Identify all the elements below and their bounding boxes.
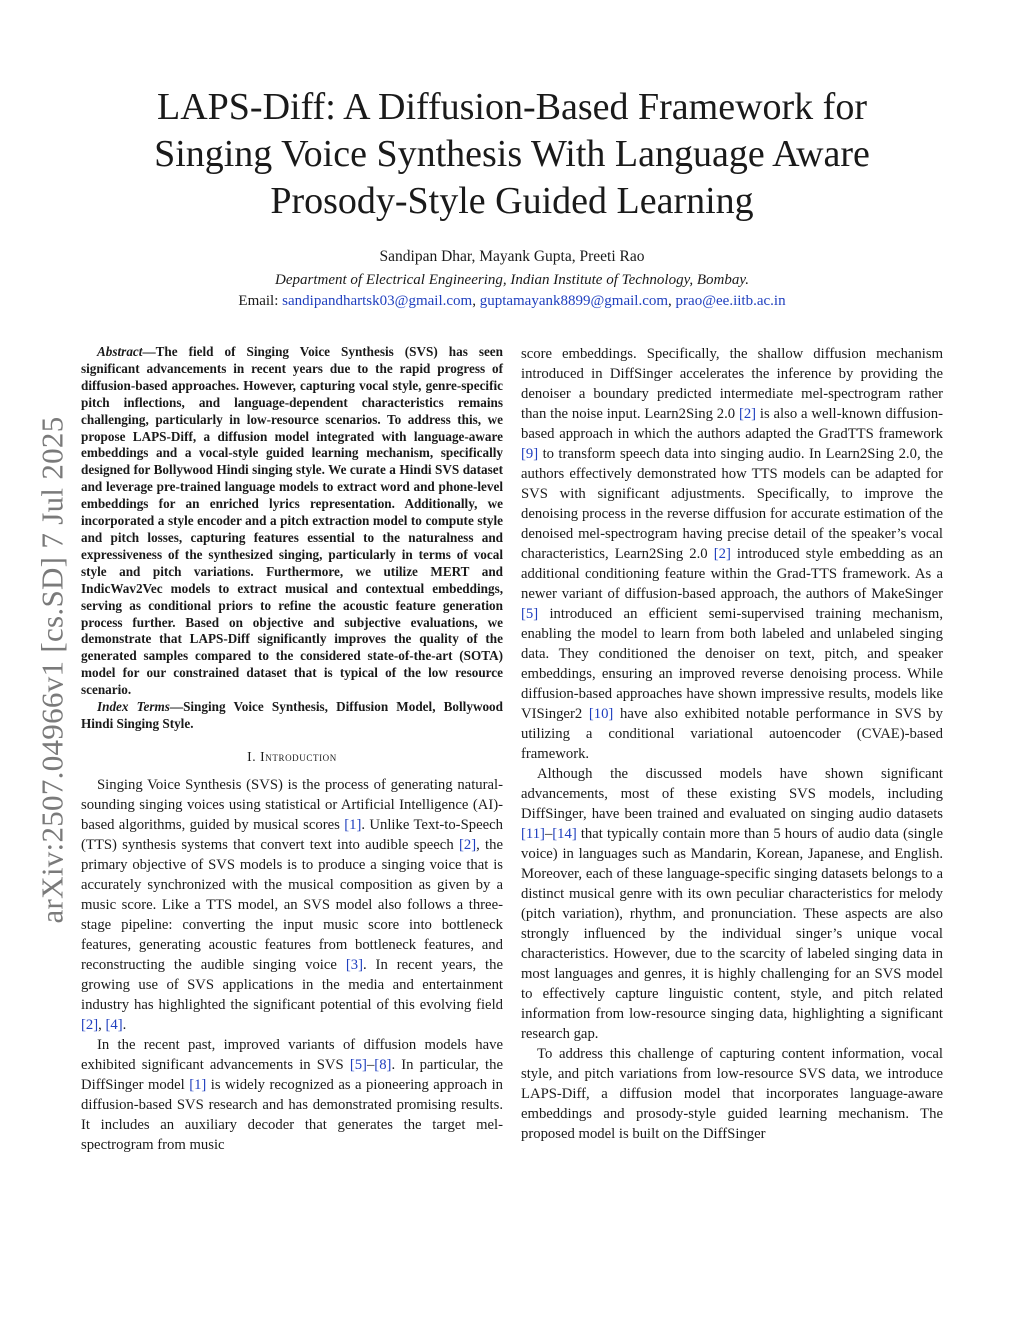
citation-link[interactable]: [9] xyxy=(521,446,539,462)
paragraph-text: To address this challenge of capturing content information, vocal style, and pitch variations from low-resource SVS data, we introduce LAPS-Diff, a diffusion model that incorporates language-aware embeddings and prosody-style guided learning mechanism. The proposed model is built on the DiffSinger xyxy=(521,1046,943,1142)
citation-link[interactable]: [8] xyxy=(374,1056,392,1073)
citation-link[interactable]: [1] xyxy=(189,1076,207,1093)
citation-link[interactable]: [4] xyxy=(105,1016,123,1033)
paragraph-text: , the primary objective of SVS models is to produce a singing voice that is accurately synchronized with the musical composition as given by a music score. Like a TTS model, an SVS model also follows a three-stage pipeline: converting the input music score into bottleneck features, generating acoustic features from bottleneck features, and reconstructing the audible singing voice xyxy=(81,836,503,973)
index-terms xyxy=(81,699,503,733)
body-paragraph xyxy=(81,1035,503,1155)
index-terms-text: —Singing Voice Synthesis, Diffusion Model, Bollywood Hindi Singing Style. xyxy=(81,699,503,731)
affiliation: Department of Electrical Engineering, Indian Institute of Technology, Bombay. xyxy=(275,272,749,288)
title-line: Singing Voice Synthesis With Language Aware xyxy=(154,133,870,175)
email-separator: , xyxy=(668,293,676,309)
paragraph-text: score embeddings. Specifically, the shallow diffusion mechanism introduced in DiffSinger accelerates the inference by providing the denoiser a boundary predicted intermediate mel-spectrogram rather than the noise input. Learn2Sing 2.0 xyxy=(521,346,943,422)
email-label: Email: xyxy=(238,293,283,309)
citation-link[interactable]: [2] xyxy=(458,836,477,853)
citation-link[interactable]: [2] xyxy=(713,546,731,562)
paragraph-text: is widely recognized as a pioneering approach in diffusion-based SVS research and has demonstrated promising results. It includes an auxiliary decoder that generates the target mel-spectrogram from music xyxy=(81,1076,503,1153)
citation-link[interactable]: [5] xyxy=(521,606,539,622)
right-body-text xyxy=(521,344,943,1144)
paragraph-text: have also exhibited notable performance in SVS by utilizing a conditional variational autoencoder (CVAE)-based framework. xyxy=(521,706,943,762)
abstract-label: Abstract xyxy=(97,344,143,359)
email-link[interactable]: prao@ee.iitb.ac.in xyxy=(675,293,786,309)
paragraph-text: that typically contain more than 5 hours of audio data (single voice) in languages such as Mandarin, Korean, Japanese, and English. Moreover, each of these language-specific singing datasets belongs to a distinct musical genre with its own peculiar characteristics for melody (pitch variation), rhythm, and pronunciation. These aspects are also strongly influenced by the individual singer’s unique vocal characteristics. However, due to the scarcity of labeled singing data in most languages and genres, it is highly challenging for an SVS model to effectively capture linguistic content, style, and pitch related information from low-resource singing data, highlighting a significant research gap. xyxy=(521,826,943,1042)
paragraph-text: introduced an efficient semi-supervised training mechanism, enabling the model to learn from both labeled and unlabeled singing data. They conditioned the denoiser on text, pitch, and speaker embeddings, ensuring an improved reverse denoising process. While diffusion-based approaches have shown impressive results, models like VISinger2 xyxy=(521,606,943,722)
left-body-text xyxy=(81,775,503,1155)
email-link[interactable]: sandipandhartsk03@gmail.com xyxy=(282,293,473,309)
citation-link[interactable]: [3] xyxy=(345,956,363,973)
citation-link[interactable]: [2] xyxy=(81,1016,99,1033)
paragraph-text: is also a well-known diffusion-based approach in which the authors adapted the GradTTS framework xyxy=(521,406,943,442)
body-paragraph xyxy=(521,764,943,1044)
abstract xyxy=(81,344,503,699)
email-link[interactable]: guptamayank8899@gmail.com xyxy=(479,293,669,309)
right-column xyxy=(521,344,943,1144)
citation-link[interactable]: [14] xyxy=(552,826,577,842)
paragraph-text: – xyxy=(544,826,553,842)
paragraph-text: . In recent years, the growing use of SVS applications in the media and entertainment industry has highlighted the significant potential of this evolving field xyxy=(81,956,504,1013)
citation-link[interactable]: [5] xyxy=(349,1056,367,1073)
email-separator: , xyxy=(472,293,480,309)
paragraph-text: to transform speech data into singing audio. In Learn2Sing 2.0, the authors effectively demonstrated how TTS models can be adapted for SVS with significant adjustments. Specifically, to improve the denoising process in the reverse diffusion for accurate estimation of the denoised mel-spectrogram having precise detail of the speaker’s vocal characteristics, Learn2Sing 2.0 xyxy=(521,446,943,562)
paragraph-text: introduced style embedding as an additional conditioning feature within the Grad-TTS framework. As a newer variant of diffusion-based approach, the authors of MakeSinger xyxy=(521,546,943,602)
paragraph-text: . xyxy=(122,1016,127,1033)
body-paragraph xyxy=(521,1044,943,1144)
body-paragraph xyxy=(521,344,943,764)
paragraph-text: Singing Voice Synthesis (SVS) is the process of generating natural-sounding singing voices using statistical or Artificial Intelligence (AI)-based algorithms, guided by musical scores xyxy=(81,776,503,833)
paragraph-text: In the recent past, improved variants of diffusion models have exhibited significant advancements in SVS xyxy=(81,1036,503,1073)
paragraph-text: , xyxy=(98,1016,106,1033)
index-terms-label: Index Terms xyxy=(97,699,170,715)
title-line: LAPS-Diff: A Diffusion-Based Framework for xyxy=(157,86,867,128)
email-line xyxy=(100,291,924,312)
arxiv-identifier-stamp xyxy=(30,390,76,950)
citation-link[interactable]: [1] xyxy=(344,816,362,833)
citation-link[interactable]: [10] xyxy=(588,706,614,722)
title-line: Prosody-Style Guided Learning xyxy=(270,180,754,222)
paragraph-text: . Unlike Text-to-Speech (TTS) synthesis systems that convert text into audible speech xyxy=(81,816,503,853)
paper-title xyxy=(100,84,924,225)
citation-link[interactable]: [11] xyxy=(521,826,545,842)
left-column xyxy=(81,344,503,1155)
citation-link[interactable]: [2] xyxy=(738,406,757,422)
author-list: Sandipan Dhar, Mayank Gupta, Preeti Rao xyxy=(379,248,645,265)
section-heading-introduction: I. Introduction xyxy=(247,748,337,764)
paragraph-text: Although the discussed models have shown significant advancements, most of these existing SVS models, including DiffSinger, have been trained and evaluated on singing audio datasets xyxy=(521,766,943,822)
abstract-text: —The field of Singing Voice Synthesis (SVS) has seen significant advancements in recent years due to the rapid progress of diffusion-based approaches. However, capturing vocal style, genre-specific pitch inflections, and language-dependent characteristics remains challenging, particularly in low-resource scenarios. To address this, we propose LAPS-Diff, a diffusion model integrated with language-aware embeddings and a vocal-style guided learning mechanism, specifically designed for Bollywood Hindi singing style. We curate a Hindi SVS dataset and leverage pre-trained language models to extract word and phone-level embeddings for an enriched lyrics representation. Additionally, we incorporated a style encoder and a pitch extraction model to compute style and pitch losses, capturing features essential to the naturalness and expressiveness of the synthesized singing, particularly in terms of vocal style and pitch variations. Furthermore, we utilize MERT and IndicWav2Vec models to extract musical and contextual embeddings, serving as conditional priors to refine the acoustic feature generation process further. Based on objective and subjective evaluations, we demonstrate that LAPS-Diff significantly improves the quality of the generated samples compared to the considered state-of-the-art (SOTA) model for our constrained dataset that is typical of the low resource scenario. xyxy=(81,344,503,698)
paragraph-text: . In particular, the DiffSinger model xyxy=(81,1056,503,1093)
paragraph-text: – xyxy=(366,1056,375,1073)
body-paragraph xyxy=(81,775,503,1035)
arxiv-identifier-text: arXiv:2507.04966v1 [cs.SD] 7 Jul 2025 xyxy=(35,416,71,924)
